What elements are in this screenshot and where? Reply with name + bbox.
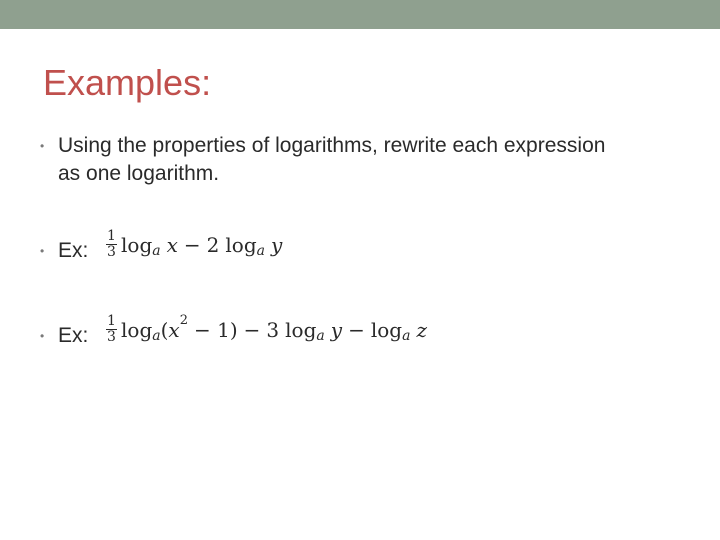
fraction-denominator: 3 [107, 329, 116, 345]
fraction-one-third [106, 229, 117, 260]
bullet-marker: • [40, 244, 45, 258]
bullet-marker: • [40, 139, 45, 153]
bullet-marker: • [40, 329, 45, 343]
instruction-text: Using the properties of logarithms, rewrite each expression as one logarithm. [58, 134, 606, 185]
slide-title: Examples: [43, 62, 212, 103]
log-base: a [402, 327, 411, 344]
exponent: 2 [179, 312, 188, 328]
open-paren: ( [160, 317, 169, 342]
minus-operator: − [348, 317, 365, 342]
fraction-one-third [106, 314, 117, 345]
fraction-numerator: 1 [107, 228, 116, 244]
log-base: a [316, 327, 325, 344]
variable-z: z [416, 317, 427, 342]
example-1-expression [106, 229, 282, 260]
fraction-numerator: 1 [107, 313, 116, 329]
coefficient: 3 [266, 317, 280, 342]
log-operator: log [285, 317, 317, 342]
example-label: Ex: [58, 239, 89, 262]
coefficient: 2 [206, 232, 220, 257]
variable-x: x [168, 317, 180, 342]
variable-y: y [271, 232, 283, 257]
top-accent-bar [0, 0, 720, 29]
log-base: a [256, 242, 265, 259]
log-base: a [152, 327, 161, 344]
minus-operator: − [183, 232, 201, 257]
variable-y: y [330, 317, 343, 342]
log-base: a [152, 242, 161, 259]
minus-operator: − [243, 317, 261, 342]
log-operator: log [121, 232, 153, 257]
log-operator: log [121, 317, 153, 342]
variable-x: x [166, 232, 178, 257]
log-operator: log [370, 317, 403, 342]
example-label: Ex: [58, 324, 89, 347]
example-2-expression [106, 314, 427, 345]
log-operator: log [225, 232, 257, 257]
minus-one-close: − 1) [193, 317, 238, 342]
fraction-denominator: 3 [107, 244, 116, 260]
